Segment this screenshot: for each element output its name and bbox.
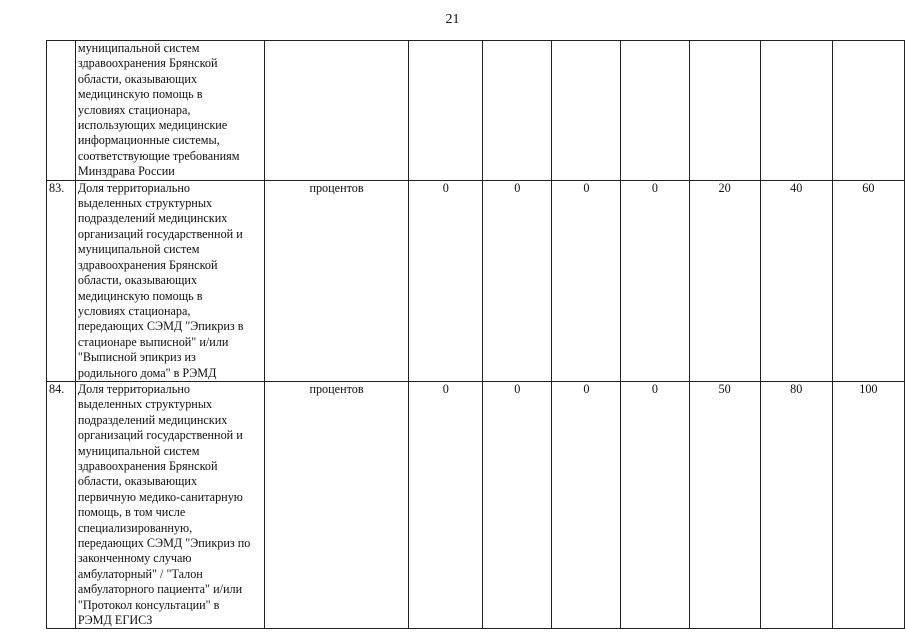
- row-number: 84.: [47, 381, 76, 629]
- value-cell: [760, 41, 832, 181]
- value-cell: [621, 41, 689, 181]
- value-cell: 50: [689, 381, 760, 629]
- value-cell: 40: [760, 180, 832, 381]
- value-cell: 100: [832, 381, 904, 629]
- page-number: 21: [445, 12, 460, 27]
- value-cell: 0: [409, 180, 483, 381]
- value-cell: 0: [552, 381, 621, 629]
- unit-cell: [264, 41, 409, 181]
- row-number: [47, 41, 76, 181]
- indicators-table: [46, 40, 905, 629]
- value-cell: 0: [483, 381, 552, 629]
- value-cell: 80: [760, 381, 832, 629]
- value-cell: [409, 41, 483, 181]
- value-cell: [483, 41, 552, 181]
- table-row: [47, 381, 905, 629]
- value-cell: [689, 41, 760, 181]
- unit-cell: процентов: [264, 381, 409, 629]
- unit-cell: процентов: [264, 180, 409, 381]
- value-cell: 0: [621, 180, 689, 381]
- value-cell: 0: [409, 381, 483, 629]
- indicator-description: Доля территориально выделенных структурных подразделений медицинских организаций государственной и муниципальной систем здравоохранения Брянской области, оказывающих первичную медико-санитарную помощь, в том числе специализированную, передающих СЭМД "Эпикриз по законченному случаю амбулаторный" / "Талон амбулаторного пациента" и/или "Протокол консультации" в РЭМД ЕГИСЗ: [75, 381, 264, 629]
- indicator-description: муниципальной систем здравоохранения Брянской области, оказывающих медицинскую помощь в условиях стационара, использующих медицинские информационные системы, соответствующие требованиям Минздрава России: [75, 41, 264, 181]
- indicator-description: Доля территориально выделенных структурных подразделений медицинских организаций государственной и муниципальной систем здравоохранения Брянской области, оказывающих медицинскую помощь в условиях стационара, передающих СЭМД "Эпикриз в стационаре выписной" и/или "Выписной эпикриз из родильного дома" в РЭМД: [75, 180, 264, 381]
- value-cell: 60: [832, 180, 904, 381]
- table-row: [47, 180, 905, 381]
- value-cell: 0: [621, 381, 689, 629]
- value-cell: 0: [483, 180, 552, 381]
- value-cell: 0: [552, 180, 621, 381]
- value-cell: 20: [689, 180, 760, 381]
- row-number: 83.: [47, 180, 76, 381]
- table-row: [47, 41, 905, 181]
- value-cell: [832, 41, 904, 181]
- value-cell: [552, 41, 621, 181]
